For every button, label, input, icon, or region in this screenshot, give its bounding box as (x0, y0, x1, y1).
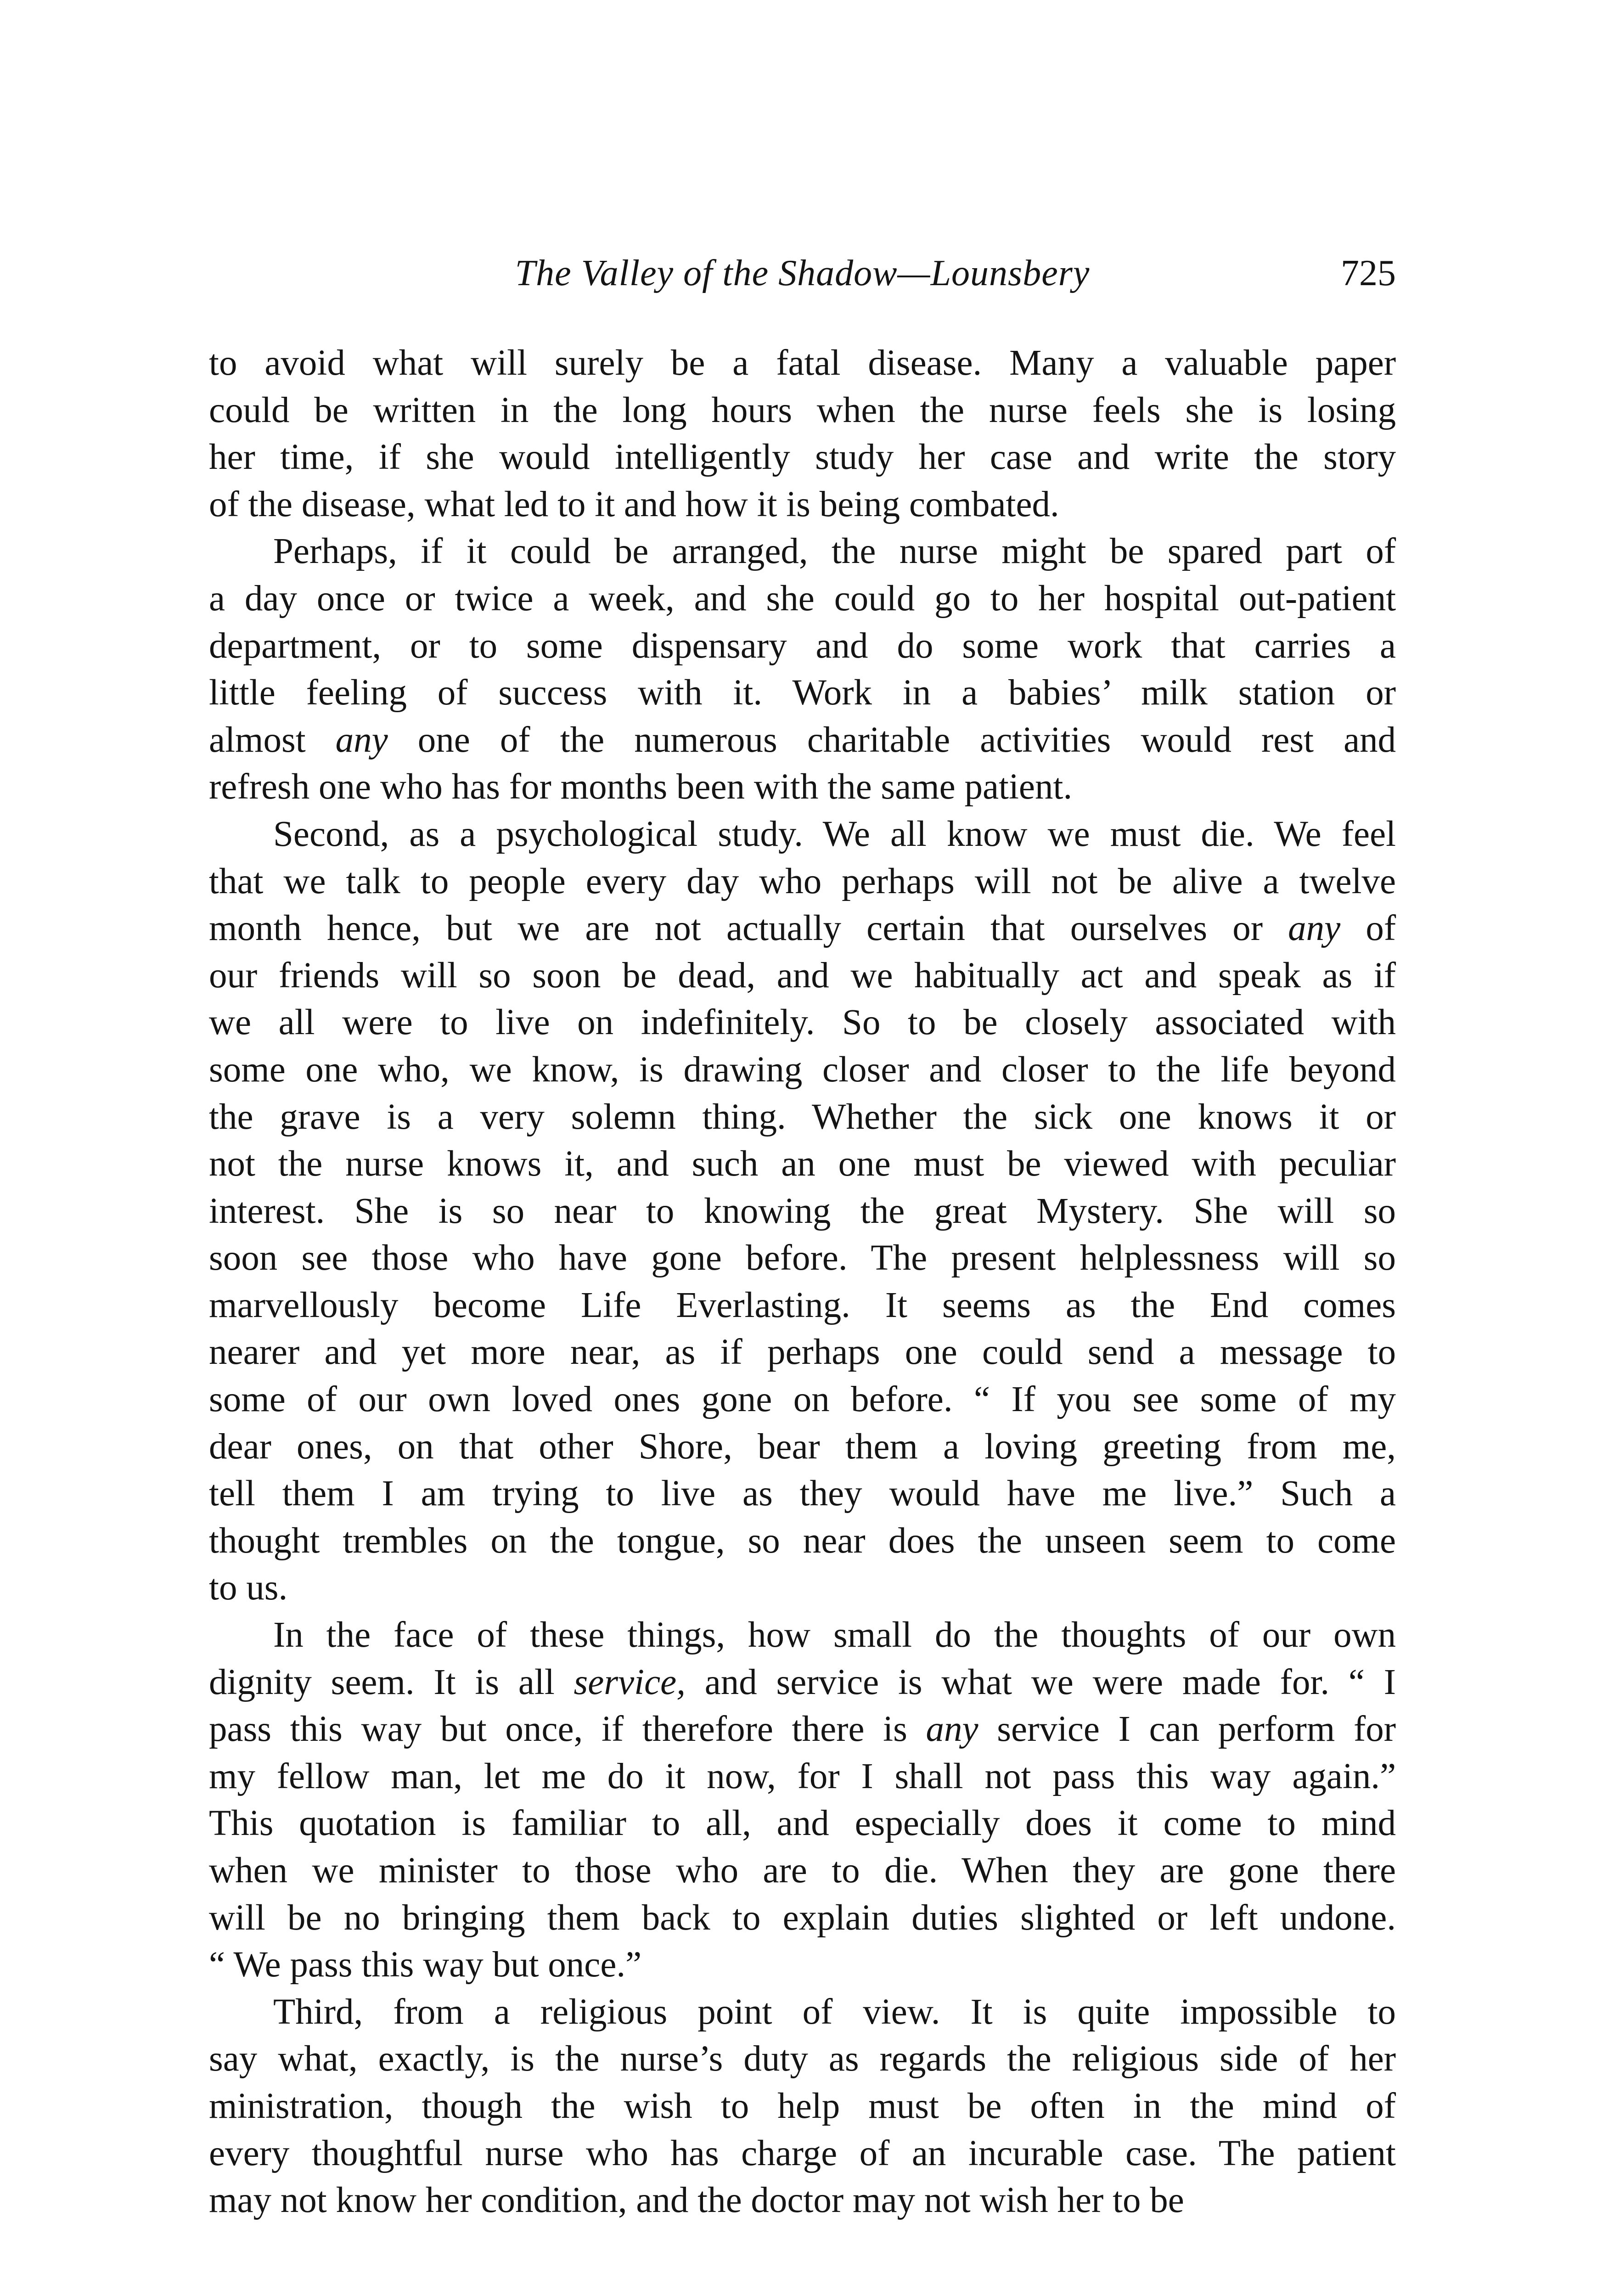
text-line: dear ones, on that other Shore, bear them a loving greeting from me, (209, 1426, 1396, 1467)
paragraph (209, 340, 1396, 528)
text-line: soon see those who have gone before. The present helplessness will so (209, 1238, 1396, 1278)
text-line: her time, if she would intelligently study her case and write the story (209, 437, 1396, 478)
text-line: little feeling of success with it. Work in a babies’ milk station or (209, 673, 1396, 713)
text-line: could be written in the long hours when the nurse feels she is losing (209, 390, 1396, 430)
text-line: month hence, but we are not actually certain that ourselves or any of (209, 908, 1396, 949)
text-line: some of our own loved ones gone on before. “ If you see some of my (209, 1379, 1396, 1420)
running-head (209, 248, 1396, 298)
text-line: may not know her condition, and the doctor may not wish her to be (209, 2180, 1184, 2221)
text-line: dignity seem. It is all service, and service is what we were made for. “ I (209, 1662, 1396, 1702)
text-line: the grave is a very solemn thing. Whether the sick one knows it or (209, 1097, 1396, 1137)
text-line: tell them I am trying to live as they would have me live.” Such a (209, 1474, 1396, 1514)
text-line: every thoughtful nurse who has charge of an incurable case. The patient (209, 2133, 1396, 2173)
text-line: department, or to some dispensary and do some work that carries a (209, 625, 1396, 666)
text-line: ministration, though the wish to help must be often in the mind of (209, 2086, 1396, 2126)
text-line: that we talk to people every day who perhaps will not be alive a twelve (209, 861, 1396, 901)
body-text (209, 340, 1396, 2224)
text-line: Second, as a psychological study. We all know we must die. We feel (273, 814, 1396, 854)
text-line: to avoid what will surely be a fatal disease. Many a valuable paper (209, 343, 1396, 383)
text-line: of the disease, what led to it and how it is being combated. (209, 484, 1059, 524)
text-line: interest. She is so near to knowing the great Mystery. She will so (209, 1191, 1396, 1231)
paragraph (209, 1612, 1396, 1989)
text-line: marvellously become Life Everlasting. It seems as the End comes (209, 1285, 1396, 1325)
paragraph (209, 1989, 1396, 2224)
text-line: thought trembles on the tongue, so near does the unseen seem to come (209, 1520, 1396, 1561)
page-number: 725 (1341, 253, 1396, 293)
text-line: In the face of these things, how small do the thoughts of our own (273, 1615, 1396, 1655)
text-line: say what, exactly, is the nurse’s duty as regards the religious side of her (209, 2039, 1396, 2079)
text-line: my fellow man, let me do it now, for I shall not pass this way again.” (209, 1756, 1396, 1796)
text-line: “ We pass this way but once.” (209, 1945, 642, 1985)
text-line: to us. (209, 1568, 288, 1608)
text-line: we all were to live on indefinitely. So to be closely associated with (209, 1002, 1396, 1043)
text-line: our friends will so soon be dead, and we habitually act and speak as if (209, 955, 1396, 996)
text-line: will be no bringing them back to explain duties slighted or left undone. (209, 1897, 1396, 1938)
paragraph (209, 528, 1396, 811)
text-line: nearer and yet more near, as if perhaps one could send a message to (209, 1332, 1396, 1373)
text-line: Third, from a religious point of view. It is quite impossible to (273, 1992, 1396, 2032)
paragraph (209, 811, 1396, 1612)
text-line: Perhaps, if it could be arranged, the nurse might be spared part of (273, 531, 1396, 572)
text-line: a day once or twice a week, and she could go to her hospital out-patient (209, 578, 1396, 619)
text-line: refresh one who has for months been with the same patient. (209, 767, 1073, 807)
text-line: pass this way but once, if therefore there is any service I can perform for (209, 1709, 1396, 1750)
text-line: almost any one of the numerous charitable activities would rest and (209, 720, 1396, 760)
running-title: The Valley of the Shadow—Lounsbery (515, 253, 1090, 293)
text-line: not the nurse knows it, and such an one must be viewed with peculiar (209, 1144, 1396, 1184)
text-line: some one who, we know, is drawing closer and closer to the life beyond (209, 1049, 1396, 1090)
text-line: This quotation is familiar to all, and especially does it come to mind (209, 1803, 1396, 1844)
text-line: when we minister to those who are to die. When they are gone there (209, 1851, 1396, 1891)
